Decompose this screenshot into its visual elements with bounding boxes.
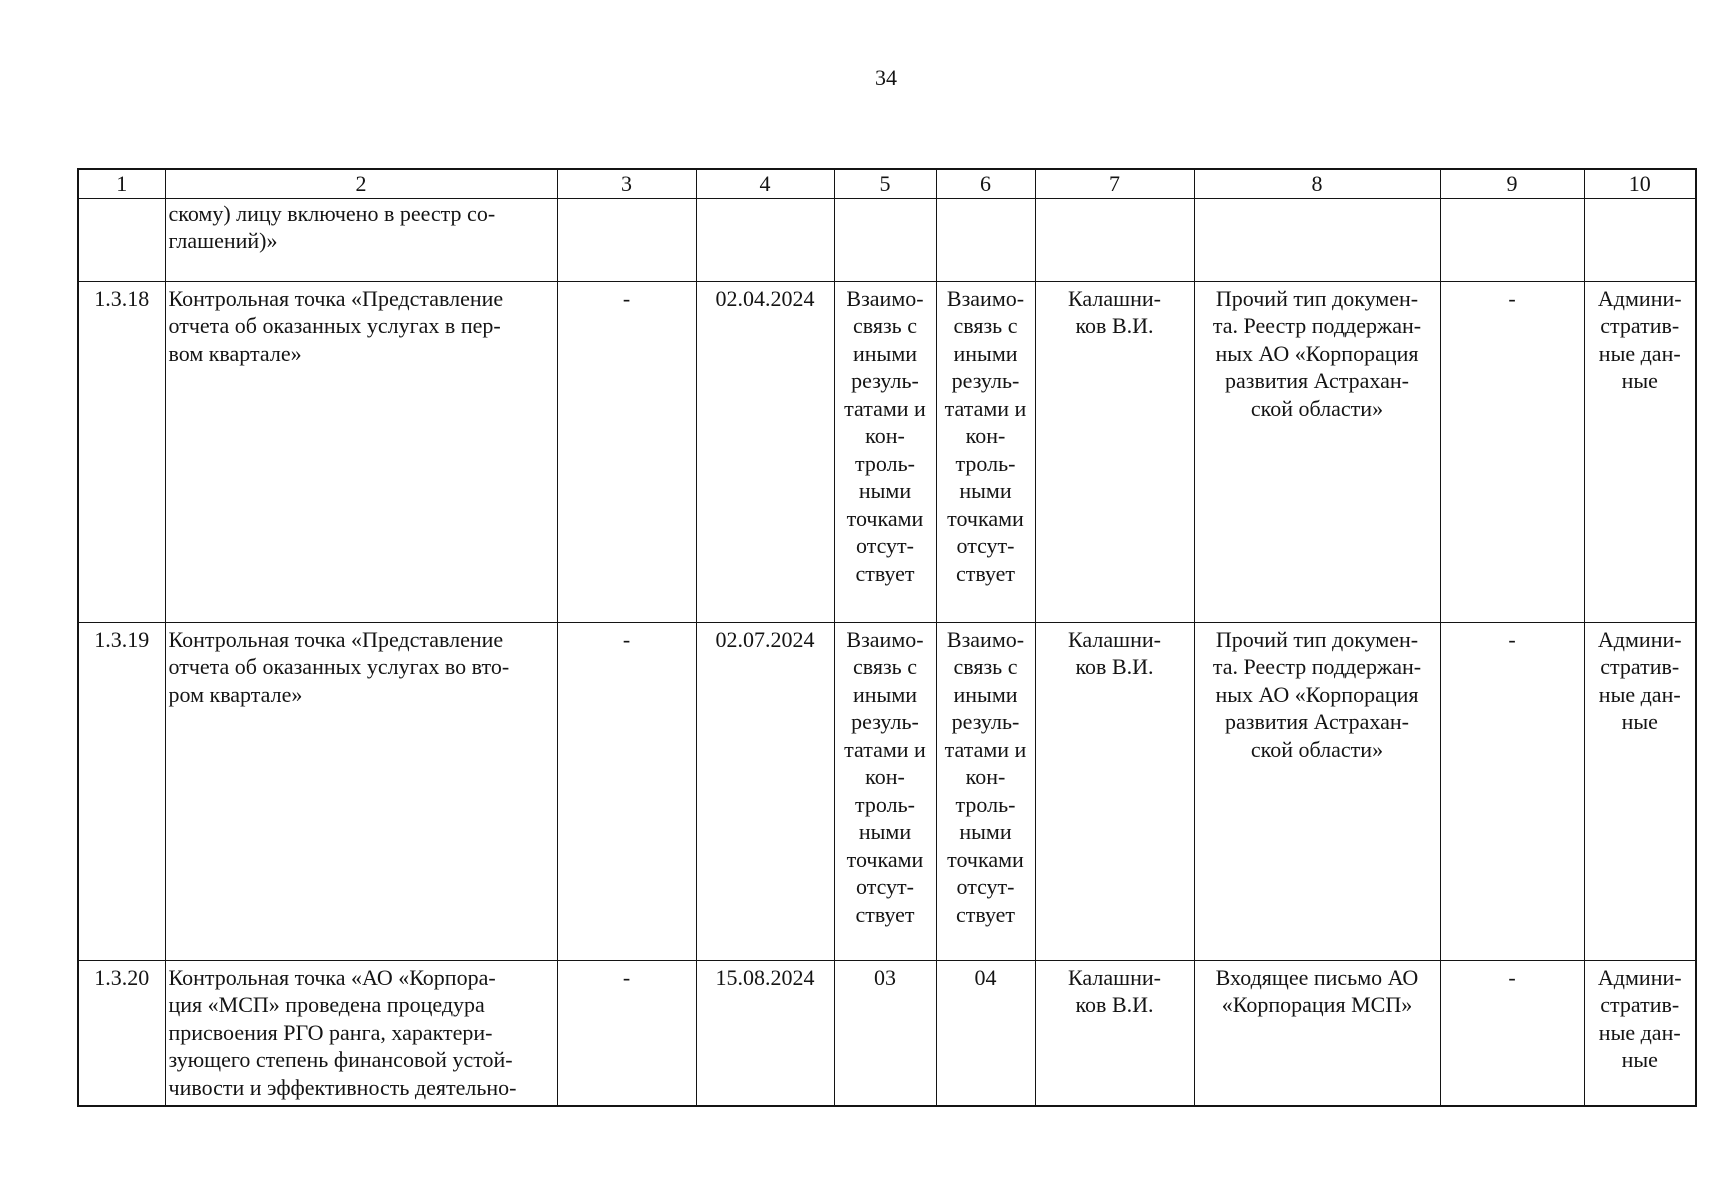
cell-col-5	[834, 198, 936, 281]
cell-responsible: Калашни- ков В.И.	[1035, 960, 1194, 1106]
cell-document: Входящее письмо АО «Корпорация МСП»	[1194, 960, 1440, 1106]
cell-date	[696, 198, 834, 281]
table-row	[78, 622, 1696, 960]
cell-number: 1.3.18	[78, 281, 165, 622]
column-header-5: 5	[834, 169, 936, 198]
cell-description: Контрольная точка «Представление отчета об оказанных услугах в пер- вом квартале»	[165, 281, 557, 622]
cell-data-source: Админи- стратив- ные дан- ные	[1584, 622, 1696, 960]
cell-description: Контрольная точка «АО «Корпора- ция «МСП» проведена процедура присвоения РГО ранга, характери- зующего степень финансовой устой- чивости и эффективность деятельно-	[165, 960, 557, 1106]
cell-col-9	[1440, 198, 1584, 281]
cell-col-3: -	[557, 281, 696, 622]
column-header-7: 7	[1035, 169, 1194, 198]
column-header-8: 8	[1194, 169, 1440, 198]
table-row	[78, 281, 1696, 622]
cell-number: 1.3.20	[78, 960, 165, 1106]
column-header-1: 1	[78, 169, 165, 198]
cell-document	[1194, 198, 1440, 281]
cell-col-9: -	[1440, 960, 1584, 1106]
cell-date: 02.04.2024	[696, 281, 834, 622]
cell-col-3	[557, 198, 696, 281]
column-header-3: 3	[557, 169, 696, 198]
cell-col-6: Взаимо- связь с иными резуль- татами и кон- троль- ными точками отсут- ствует	[936, 281, 1035, 622]
table-row	[78, 960, 1696, 1106]
plan-table	[77, 168, 1697, 1107]
cell-data-source	[1584, 198, 1696, 281]
cell-date: 15.08.2024	[696, 960, 834, 1106]
column-header-6: 6	[936, 169, 1035, 198]
cell-description: скому) лицу включено в реестр со- глашений)»	[165, 198, 557, 281]
cell-data-source: Админи- стратив- ные дан- ные	[1584, 281, 1696, 622]
cell-document: Прочий тип докумен- та. Реестр поддержан- ных АО «Корпорация развития Астрахан- ской области»	[1194, 622, 1440, 960]
cell-col-3: -	[557, 622, 696, 960]
table-row	[78, 198, 1696, 281]
cell-col-3: -	[557, 960, 696, 1106]
cell-document: Прочий тип докумен- та. Реестр поддержан- ных АО «Корпорация развития Астрахан- ской области»	[1194, 281, 1440, 622]
column-header-2: 2	[165, 169, 557, 198]
header-row	[78, 169, 1696, 198]
column-header-9: 9	[1440, 169, 1584, 198]
page-number: 34	[875, 65, 897, 90]
cell-responsible	[1035, 198, 1194, 281]
cell-col-9: -	[1440, 622, 1584, 960]
cell-number	[78, 198, 165, 281]
cell-col-5: 03	[834, 960, 936, 1106]
cell-col-5: Взаимо- связь с иными резуль- татами и кон- троль- ными точками отсут- ствует	[834, 622, 936, 960]
column-header-10: 10	[1584, 169, 1696, 198]
cell-data-source: Админи- стратив- ные дан- ные	[1584, 960, 1696, 1106]
cell-responsible: Калашни- ков В.И.	[1035, 281, 1194, 622]
cell-number: 1.3.19	[78, 622, 165, 960]
cell-col-5: Взаимо- связь с иными резуль- татами и кон- троль- ными точками отсут- ствует	[834, 281, 936, 622]
cell-responsible: Калашни- ков В.И.	[1035, 622, 1194, 960]
cell-date: 02.07.2024	[696, 622, 834, 960]
cell-description: Контрольная точка «Представление отчета об оказанных услугах во вто- ром квартале»	[165, 622, 557, 960]
column-header-4: 4	[696, 169, 834, 198]
cell-col-9: -	[1440, 281, 1584, 622]
cell-col-6: 04	[936, 960, 1035, 1106]
cell-col-6	[936, 198, 1035, 281]
cell-col-6: Взаимо- связь с иными резуль- татами и кон- троль- ными точками отсут- ствует	[936, 622, 1035, 960]
